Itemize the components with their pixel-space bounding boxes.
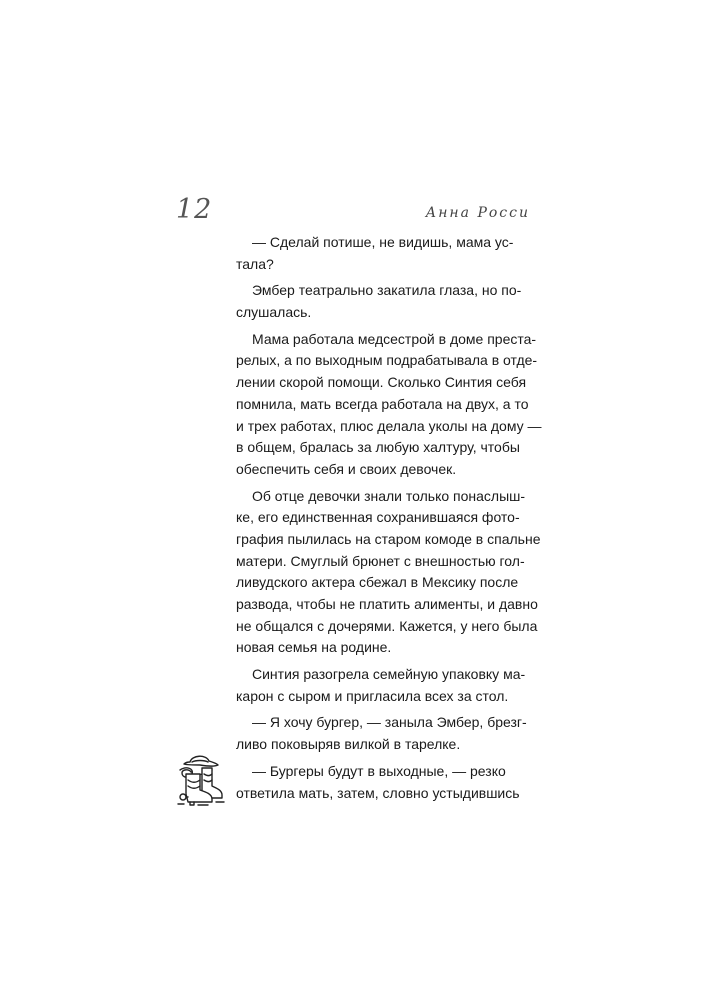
text-line: релых, а по выходным подрабатывала в отде- [236,352,538,369]
running-head-author: Анна Росси [425,205,530,221]
text-line: Мама работала медсестрой в доме преста- [252,330,537,347]
text-line: развода, чтобы не платить алименты, и давно [236,596,538,612]
text-line: Эмбер театрально закатила глаза, но по- [252,282,522,299]
text-line: ливо поковыряв вилкой в тарелке. [236,736,461,753]
text-line: Об отце девочки знали только понаслыш- [252,487,526,504]
text-line: ответила мать, затем, словно устыдившись [236,784,520,801]
text-line: слушалась. [236,304,312,321]
text-line: помнила, мать всегда работала на двух, а то [236,395,529,412]
text-line: — Сделай потише, не видишь, мама ус- [252,234,514,250]
text-line: тала? [236,255,274,272]
text-line: карон с сыром и пригласила всех за стол. [236,687,509,704]
text-line: ке, его единственная сохранившаяся фото- [236,509,520,526]
text-line: лении скорой помощи. Сколько Синтия себя [236,374,527,391]
text-line: новая семья на родине. [236,639,392,656]
text-line: не общался с дочерями. Кажется, у него была [236,617,538,634]
text-line: обеспечить себя и своих девочек. [236,460,457,477]
page-number: 12 [176,194,213,225]
text-line: — Бургеры будут в выходные, — резко [252,762,506,779]
text-line: и трех работах, плюс делала уколы на дому — [236,417,542,434]
text-line: графия пылилась на старом комоде в спальне [236,530,541,547]
text-line: Синтия разогрела семейную упаковку ма- [252,666,526,683]
text-line: ливудского актера сбежал в Мексику после [236,574,519,591]
body-text [236,232,542,804]
cowboy-boots-icon [172,752,228,806]
text-line: в общем, бралась за любую халтуру, чтобы [236,439,520,456]
text-line: матери. Смуглый брюнет с внешностью гол- [236,552,525,569]
text-line: — Я хочу бургер, — заныла Эмбер, брезг- [252,714,527,731]
